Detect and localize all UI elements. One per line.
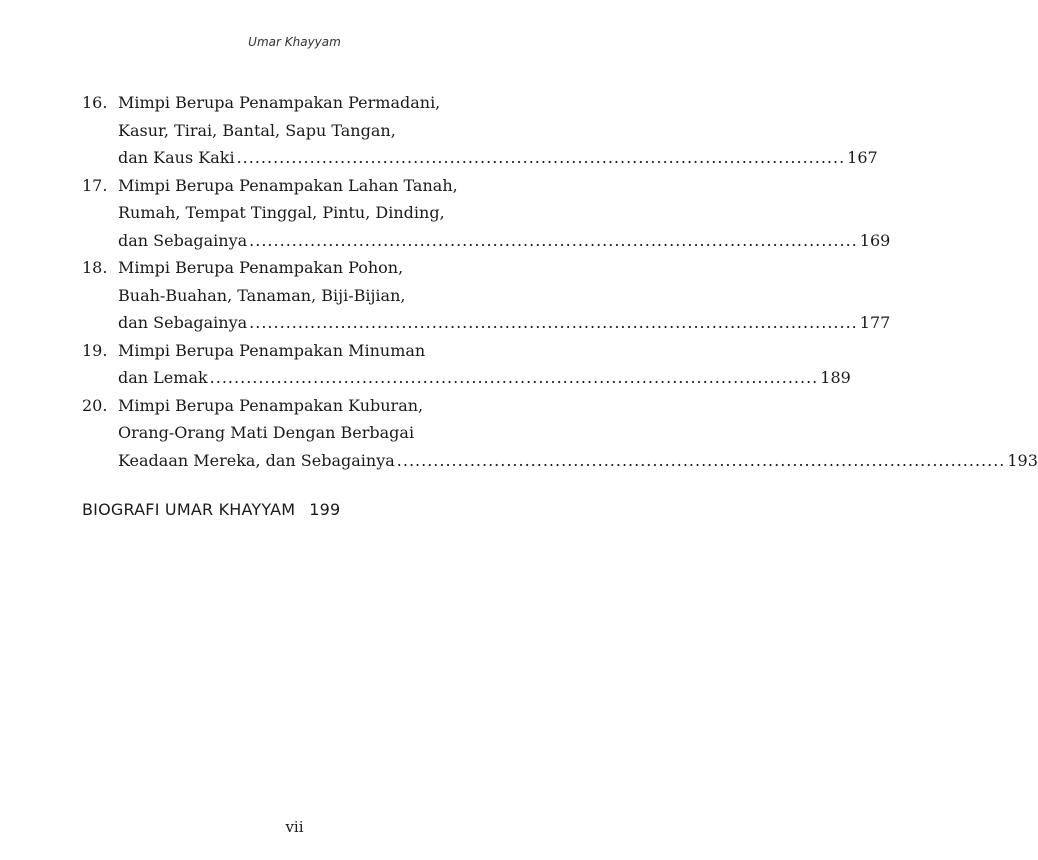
entry-page-number: 167 [847,148,878,167]
entry-number: 20. [82,395,108,415]
entry-title-line: dan Sebagainya [118,313,248,332]
entry-number: 18. [82,258,108,277]
entry-number: 16. [82,93,108,112]
entry-page-number: 169 [859,230,891,250]
dot-leader: .................................................................................................... [249,230,858,250]
entry-title-line: dan Kaus Kaki [118,148,235,167]
running-header: Umar Khayyam [248,35,341,49]
entry-page-number: 193 [1007,450,1038,470]
entry-title-line: Orang-Orang Mati Dengan Berbagai [118,423,415,442]
entry-title-line: Kasur, Tirai, Bantal, Sapu Tangan, [118,120,396,140]
entry-title-line: Mimpi Berupa Penampakan Lahan Tanah, [118,175,458,195]
entry-title-line: Mimpi Berupa Penampakan Permadani, [118,93,441,112]
entry-title-line: dan Sebagainya [118,230,248,250]
biography-title: BIOGRAFI UMAR KHAYYAM [82,500,296,519]
entry-number: 19. [82,340,108,360]
dot-leader: .................................................................................................... [236,148,846,167]
entry-title-line: Mimpi Berupa Penampakan Pohon, [118,258,404,277]
entry-page-number: 189 [820,368,851,387]
toc-entry-17[interactable] [82,172,891,255]
entry-title-line: dan Lemak [118,368,208,387]
entry-number: 17. [82,175,108,195]
entry-title-line: Mimpi Berupa Penampakan Kuburan, [118,395,424,415]
toc-entry-16[interactable] [82,89,878,172]
table-of-contents [82,89,1038,474]
toc-entry-18[interactable] [82,254,891,337]
entry-title-line: Keadaan Mereka, dan Sebagainya [118,450,395,470]
dot-leader: .................................................................................................... [249,313,858,332]
entry-title-line: Rumah, Tempat Tinggal, Pintu, Dinding, [118,203,445,222]
entry-title-line: Buah-Buahan, Tanaman, Biji-Bijian, [118,285,406,305]
biography-page-number: 199 [309,500,341,519]
toc-entry-19[interactable] [82,337,851,392]
entry-page-number: 177 [859,313,891,332]
entry-title-line: Mimpi Berupa Penampakan Minuman [118,340,426,360]
dot-leader: .................................................................................................... [396,450,1006,470]
page-number: vii [285,818,304,836]
toc-entry-biography[interactable] [82,500,340,519]
dot-leader: .................................................................................................... [209,368,819,387]
toc-entry-20[interactable] [82,392,1038,475]
